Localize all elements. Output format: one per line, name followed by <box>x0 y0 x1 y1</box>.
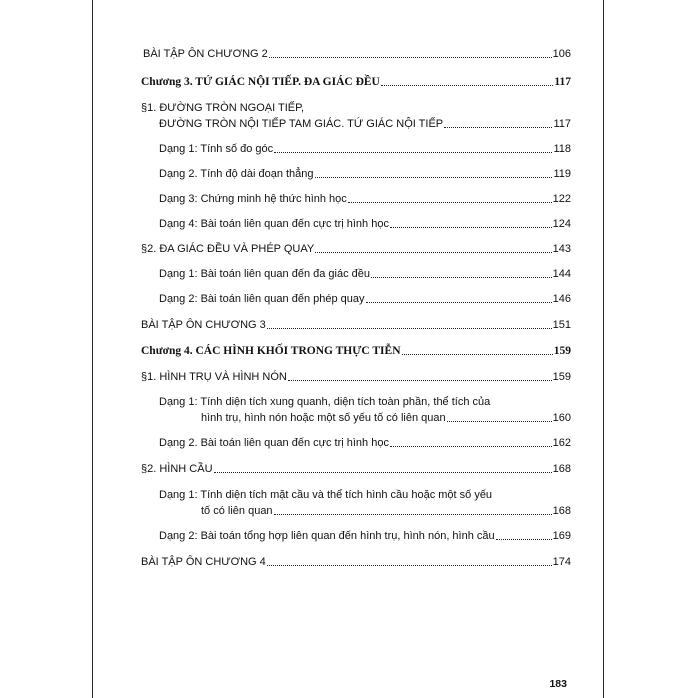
toc-entry-title: §1. ĐƯỜNG TRÒN NGOẠI TIẾP, <box>141 102 305 114</box>
page-number: 183 <box>549 678 567 690</box>
dot-leader <box>267 565 552 566</box>
toc-entry-page: 159 <box>552 371 571 383</box>
toc-entry-title: Dạng 4: Bài toán liên quan đến cực trị hình học <box>159 218 389 230</box>
toc-entry-title: Dạng 2: Bài toán liên quan đến phép quay <box>159 293 365 305</box>
dot-leader <box>496 539 552 540</box>
dot-leader <box>274 152 552 153</box>
toc-entry-page: 162 <box>552 437 571 449</box>
toc-entry-page: 106 <box>552 48 571 60</box>
dot-leader <box>390 227 552 228</box>
toc-entry-title: Dạng 1: Tính diện tích xung quanh, diện tích toàn phần, thể tích của <box>159 396 491 408</box>
dot-leader <box>390 446 552 447</box>
dot-leader <box>371 277 552 278</box>
toc-entry-title: §2. HÌNH CẦU <box>141 463 213 475</box>
dot-leader <box>315 177 553 178</box>
toc-entry-title: Dạng 1: Tính số đo góc <box>159 143 274 155</box>
toc-entry-title: Dạng 2. Bài toán liên quan đến cực trị hình học <box>159 437 389 449</box>
toc-entry-page: 159 <box>553 345 571 357</box>
dot-leader <box>214 472 552 473</box>
toc-entry-title-line2: tố có liên quan <box>201 505 273 517</box>
dot-leader <box>267 328 552 329</box>
toc-entry-page: 117 <box>553 118 571 130</box>
toc-entry-page: 118 <box>553 143 571 155</box>
toc-entry-title: BÀI TẬP ÔN CHƯƠNG 3 <box>141 319 266 331</box>
toc-entry-page: 151 <box>552 319 571 331</box>
toc-entry-title: Dạng 2: Bài toán tổng hợp liên quan đến hình trụ, hình nón, hình cầu <box>159 530 495 542</box>
toc-entry-title: BÀI TẬP ÔN CHƯƠNG 4 <box>141 556 266 568</box>
toc-entry-page: 124 <box>552 218 571 230</box>
toc-entry-page: 117 <box>554 76 571 88</box>
toc-entry-title: Dạng 2. Tính độ dài đoạn thẳng <box>159 168 314 180</box>
toc-entry-title: §2. ĐA GIÁC ĐỀU VÀ PHÉP QUAY <box>141 243 315 255</box>
toc-entry-page: 160 <box>552 412 571 424</box>
dot-leader <box>348 202 552 203</box>
dot-leader <box>269 57 552 58</box>
toc-entry-title-line2: hình trụ, hình nón hoặc một số yếu tố có liên quan <box>201 412 446 424</box>
toc-entry-page: 174 <box>552 556 571 568</box>
toc-entry-page: 122 <box>552 193 571 205</box>
dot-leader <box>381 85 554 86</box>
toc-entry-title: Dạng 1: Tính diện tích mặt cầu và thể tích hình cầu hoặc một số yếu <box>159 489 493 501</box>
toc-entry-page: 169 <box>552 530 571 542</box>
dot-leader <box>315 252 551 253</box>
toc-entry-title: BÀI TẬP ÔN CHƯƠNG 2 <box>143 48 268 60</box>
table-of-contents <box>93 0 603 698</box>
toc-entry-page: 146 <box>552 293 571 305</box>
toc-entry-page: 144 <box>552 268 571 280</box>
toc-entry-title: Chương 3. TỨ GIÁC NỘI TIẾP. ĐA GIÁC ĐỀU <box>141 76 380 88</box>
toc-entry-title: Dạng 1: Bài toán liên quan đến đa giác đều <box>159 268 370 280</box>
dot-leader <box>288 380 552 381</box>
dot-leader <box>402 354 553 355</box>
toc-entry-title-line2: ĐƯỜNG TRÒN NỘI TIẾP TAM GIÁC. TỨ GIÁC NỘI TIẾP <box>159 118 444 130</box>
toc-entry-title: Dạng 3: Chứng minh hệ thức hình học <box>159 193 347 205</box>
toc-entry-title: Chương 4. CÁC HÌNH KHỐI TRONG THỰC TIỄN <box>141 345 401 357</box>
toc-entry-page: 119 <box>553 168 571 180</box>
dot-leader <box>447 421 552 422</box>
dot-leader <box>274 514 552 515</box>
toc-entry-title: §1. HÌNH TRỤ VÀ HÌNH NÓN <box>141 371 287 383</box>
dot-leader <box>444 127 552 128</box>
toc-entry-page: 168 <box>552 463 571 475</box>
toc-entry-page: 143 <box>552 243 571 255</box>
dot-leader <box>366 302 552 303</box>
book-page <box>92 0 604 698</box>
toc-entry-page: 168 <box>552 505 571 517</box>
